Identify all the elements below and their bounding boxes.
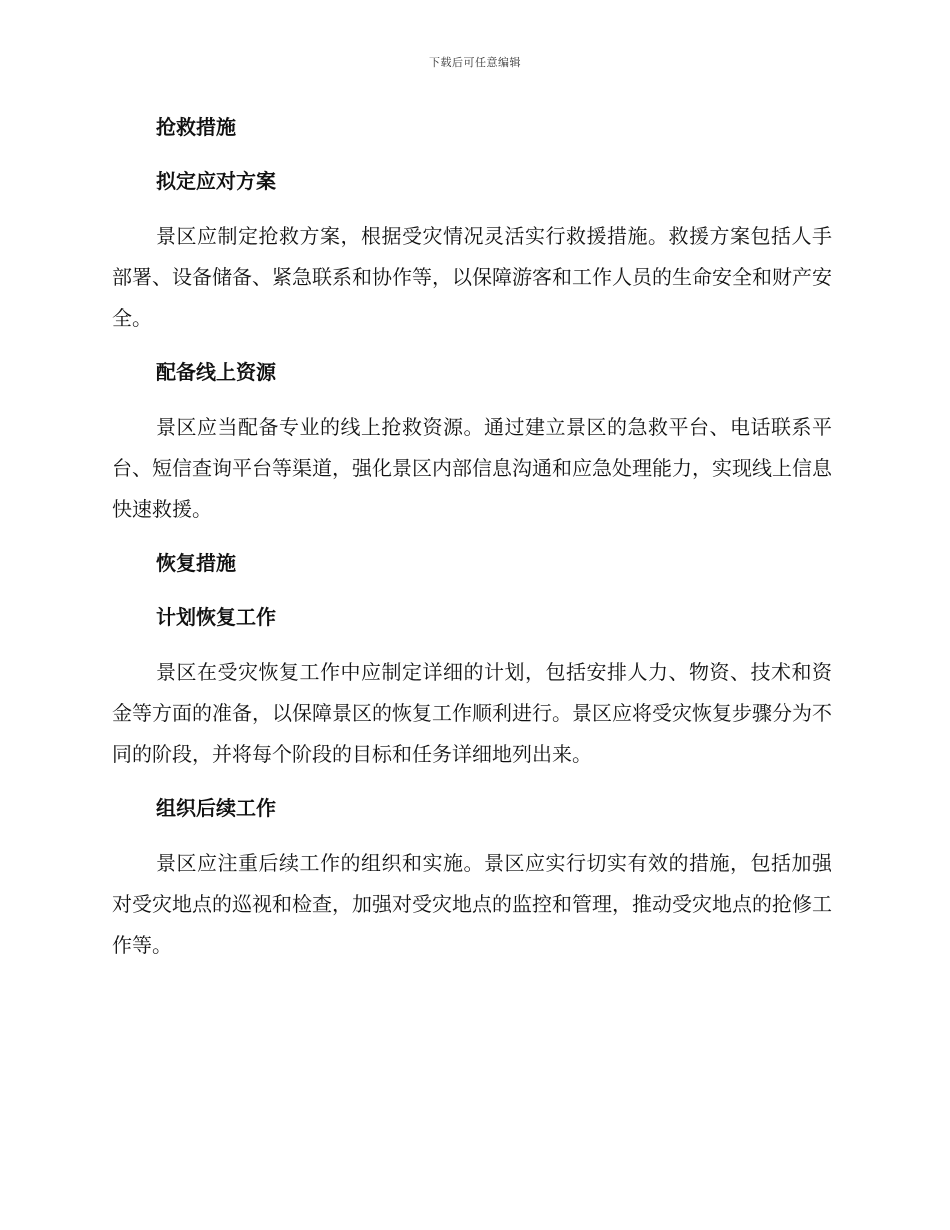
paragraph-online-resources: 景区应当配备专业的线上抢救资源。通过建立景区的急救平台、电话联系平台、短信查询平台等渠道，强化景区内部信息沟通和应急处理能力，实现线上信息快速救援。 [112, 415, 832, 521]
subheading-online-resources: 配备线上资源 [156, 360, 276, 384]
subheading-follow-up-work: 组织后续工作 [156, 796, 276, 820]
paragraph-follow-up-work: 景区应注重后续工作的组织和实施。景区应实行切实有效的措施，包括加强对受灾地点的巡视和检查，加强对受灾地点的监控和管理，推动受灾地点的抢修工作等。 [112, 851, 832, 957]
paragraph-plan-recovery: 景区在受灾恢复工作中应制定详细的计划，包括安排人力、物资、技术和资金等方面的准备，以保障景区的恢复工作顺利进行。景区应将受灾恢复步骤分为不同的阶段，并将每个阶段的目标和任务详细地列出来。 [112, 660, 832, 766]
subheading-plan-recovery: 计划恢复工作 [156, 605, 276, 629]
section-heading-recovery-measures: 恢复措施 [156, 551, 236, 575]
subheading-response-plan: 拟定应对方案 [156, 169, 276, 193]
document-body [112, 108, 832, 980]
page-header: 下载后可任意编辑 [429, 56, 521, 69]
paragraph-response-plan: 景区应制定抢救方案，根据受灾情况灵活实行救援措施。救援方案包括人手部署、设备储备、紧急联系和协作等，以保障游客和工作人员的生命安全和财产安全。 [112, 224, 832, 330]
section-heading-rescue-measures: 抢救措施 [156, 115, 236, 139]
